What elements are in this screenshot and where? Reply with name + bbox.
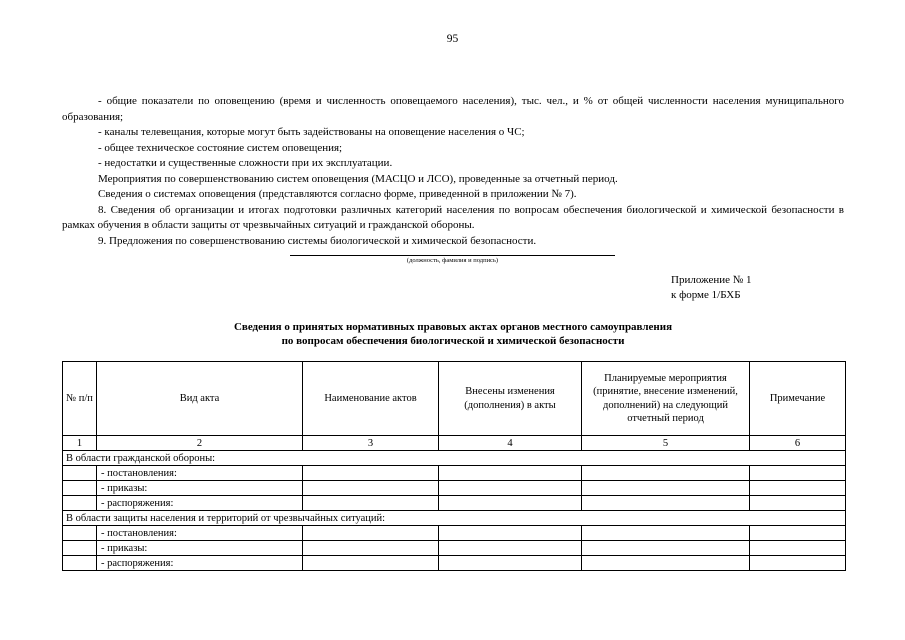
cell-act-name: [303, 481, 439, 496]
table-row: [63, 556, 846, 571]
cell-note: [750, 541, 846, 556]
cell-note: [750, 556, 846, 571]
table-header-row: [63, 362, 846, 436]
cell-act-type: - приказы:: [97, 541, 303, 556]
header-number: № п/п: [63, 362, 97, 436]
cell-changes: [439, 481, 582, 496]
table-row: [63, 541, 846, 556]
cell-number: [63, 526, 97, 541]
table-row: [63, 526, 846, 541]
section-row-emergency-protection: [63, 511, 846, 526]
column-number: 3: [303, 436, 439, 451]
appendix-label: [671, 273, 752, 303]
header-act-name: Наименование актов: [303, 362, 439, 436]
table-row: [63, 466, 846, 481]
cell-act-type: - распоряжения:: [97, 556, 303, 571]
cell-planned: [582, 526, 750, 541]
cell-act-name: [303, 466, 439, 481]
signature-line: [290, 255, 615, 256]
page-number: 95: [446, 33, 459, 45]
paragraph-improvement-measures: Мероприятия по совершенствованию систем оповещения (МАСЦО и ЛСО), проведенные за отчетный период.: [98, 172, 618, 185]
table-row: [63, 481, 846, 496]
appendix-line-1: Приложение № 1: [671, 274, 752, 286]
header-changes: Внесены изменения (дополнения) в акты: [439, 362, 582, 436]
column-number: 1: [63, 436, 97, 451]
cell-number: [63, 466, 97, 481]
section-row-civil-defense: [63, 451, 846, 466]
cell-note: [750, 526, 846, 541]
cell-act-name: [303, 496, 439, 511]
column-numbers-row: [63, 436, 846, 451]
section-title: В области защиты населения и территорий от чрезвычайных ситуаций:: [63, 511, 846, 526]
cell-planned: [582, 556, 750, 571]
signature-caption: (должность, фамилия и подпись): [406, 257, 499, 264]
cell-act-name: [303, 541, 439, 556]
table-title-line-1: Сведения о принятых нормативных правовых актах органов местного самоуправления: [233, 321, 673, 333]
cell-number: [63, 556, 97, 571]
cell-changes: [439, 541, 582, 556]
cell-number: [63, 496, 97, 511]
cell-changes: [439, 466, 582, 481]
column-number: 4: [439, 436, 582, 451]
cell-planned: [582, 481, 750, 496]
cell-note: [750, 481, 846, 496]
column-number: 2: [97, 436, 303, 451]
paragraph-shortcomings: - недостатки и существенные сложности при их эксплуатации.: [98, 157, 393, 169]
acts-table: [62, 361, 846, 571]
header-note: Примечание: [750, 362, 846, 436]
paragraph-tv-channels: - каналы телевещания, которые могут быть задействованы на оповещение населения о ЧС;: [98, 126, 525, 138]
paragraph-notification-indicators: - общие показатели по оповещению (время и численность оповещаемого населения), тыс. чел., и % от общей численности населения муниципального образования;: [62, 95, 844, 123]
cell-act-type: - постановления:: [97, 526, 303, 541]
cell-act-type: - распоряжения:: [97, 496, 303, 511]
cell-note: [750, 496, 846, 511]
cell-planned: [582, 496, 750, 511]
column-number: 6: [750, 436, 846, 451]
paragraph-systems-info: Сведения о системах оповещения (представляются согласно форме, приведенной в приложении № 7).: [98, 188, 577, 200]
table-row: [63, 496, 846, 511]
cell-changes: [439, 556, 582, 571]
paragraph-item-8: 8. Сведения об организации и итогах подготовки различных категорий населения по вопросам обеспечения биологической и химической безопасности в рамках обучения в области защиты от чрезвычайных ситуаций и гражданской обороны.: [62, 203, 844, 231]
paragraph-item-9: 9. Предложения по совершенствованию системы биологической и химической безопасности.: [98, 234, 537, 247]
cell-changes: [439, 526, 582, 541]
cell-act-type: - приказы:: [97, 481, 303, 496]
cell-act-name: [303, 556, 439, 571]
cell-act-name: [303, 526, 439, 541]
section-title: В области гражданской обороны:: [63, 451, 846, 466]
cell-number: [63, 481, 97, 496]
cell-changes: [439, 496, 582, 511]
header-act-type: Вид акта: [97, 362, 303, 436]
cell-planned: [582, 466, 750, 481]
appendix-line-2: к форме 1/БХБ: [671, 289, 741, 301]
cell-number: [63, 541, 97, 556]
table-title: [62, 320, 844, 348]
cell-planned: [582, 541, 750, 556]
paragraph-technical-state: - общее техническое состояние систем оповещения;: [98, 141, 343, 154]
column-number: 5: [582, 436, 750, 451]
body-text: [62, 94, 844, 249]
table-title-line-2: по вопросам обеспечения биологической и химической безопасности: [281, 335, 625, 347]
cell-act-type: - постановления:: [97, 466, 303, 481]
header-planned-measures: Планируемые мероприятия (принятие, внесение изменений, дополнений) на следующий отчетный период: [582, 362, 750, 436]
cell-note: [750, 466, 846, 481]
